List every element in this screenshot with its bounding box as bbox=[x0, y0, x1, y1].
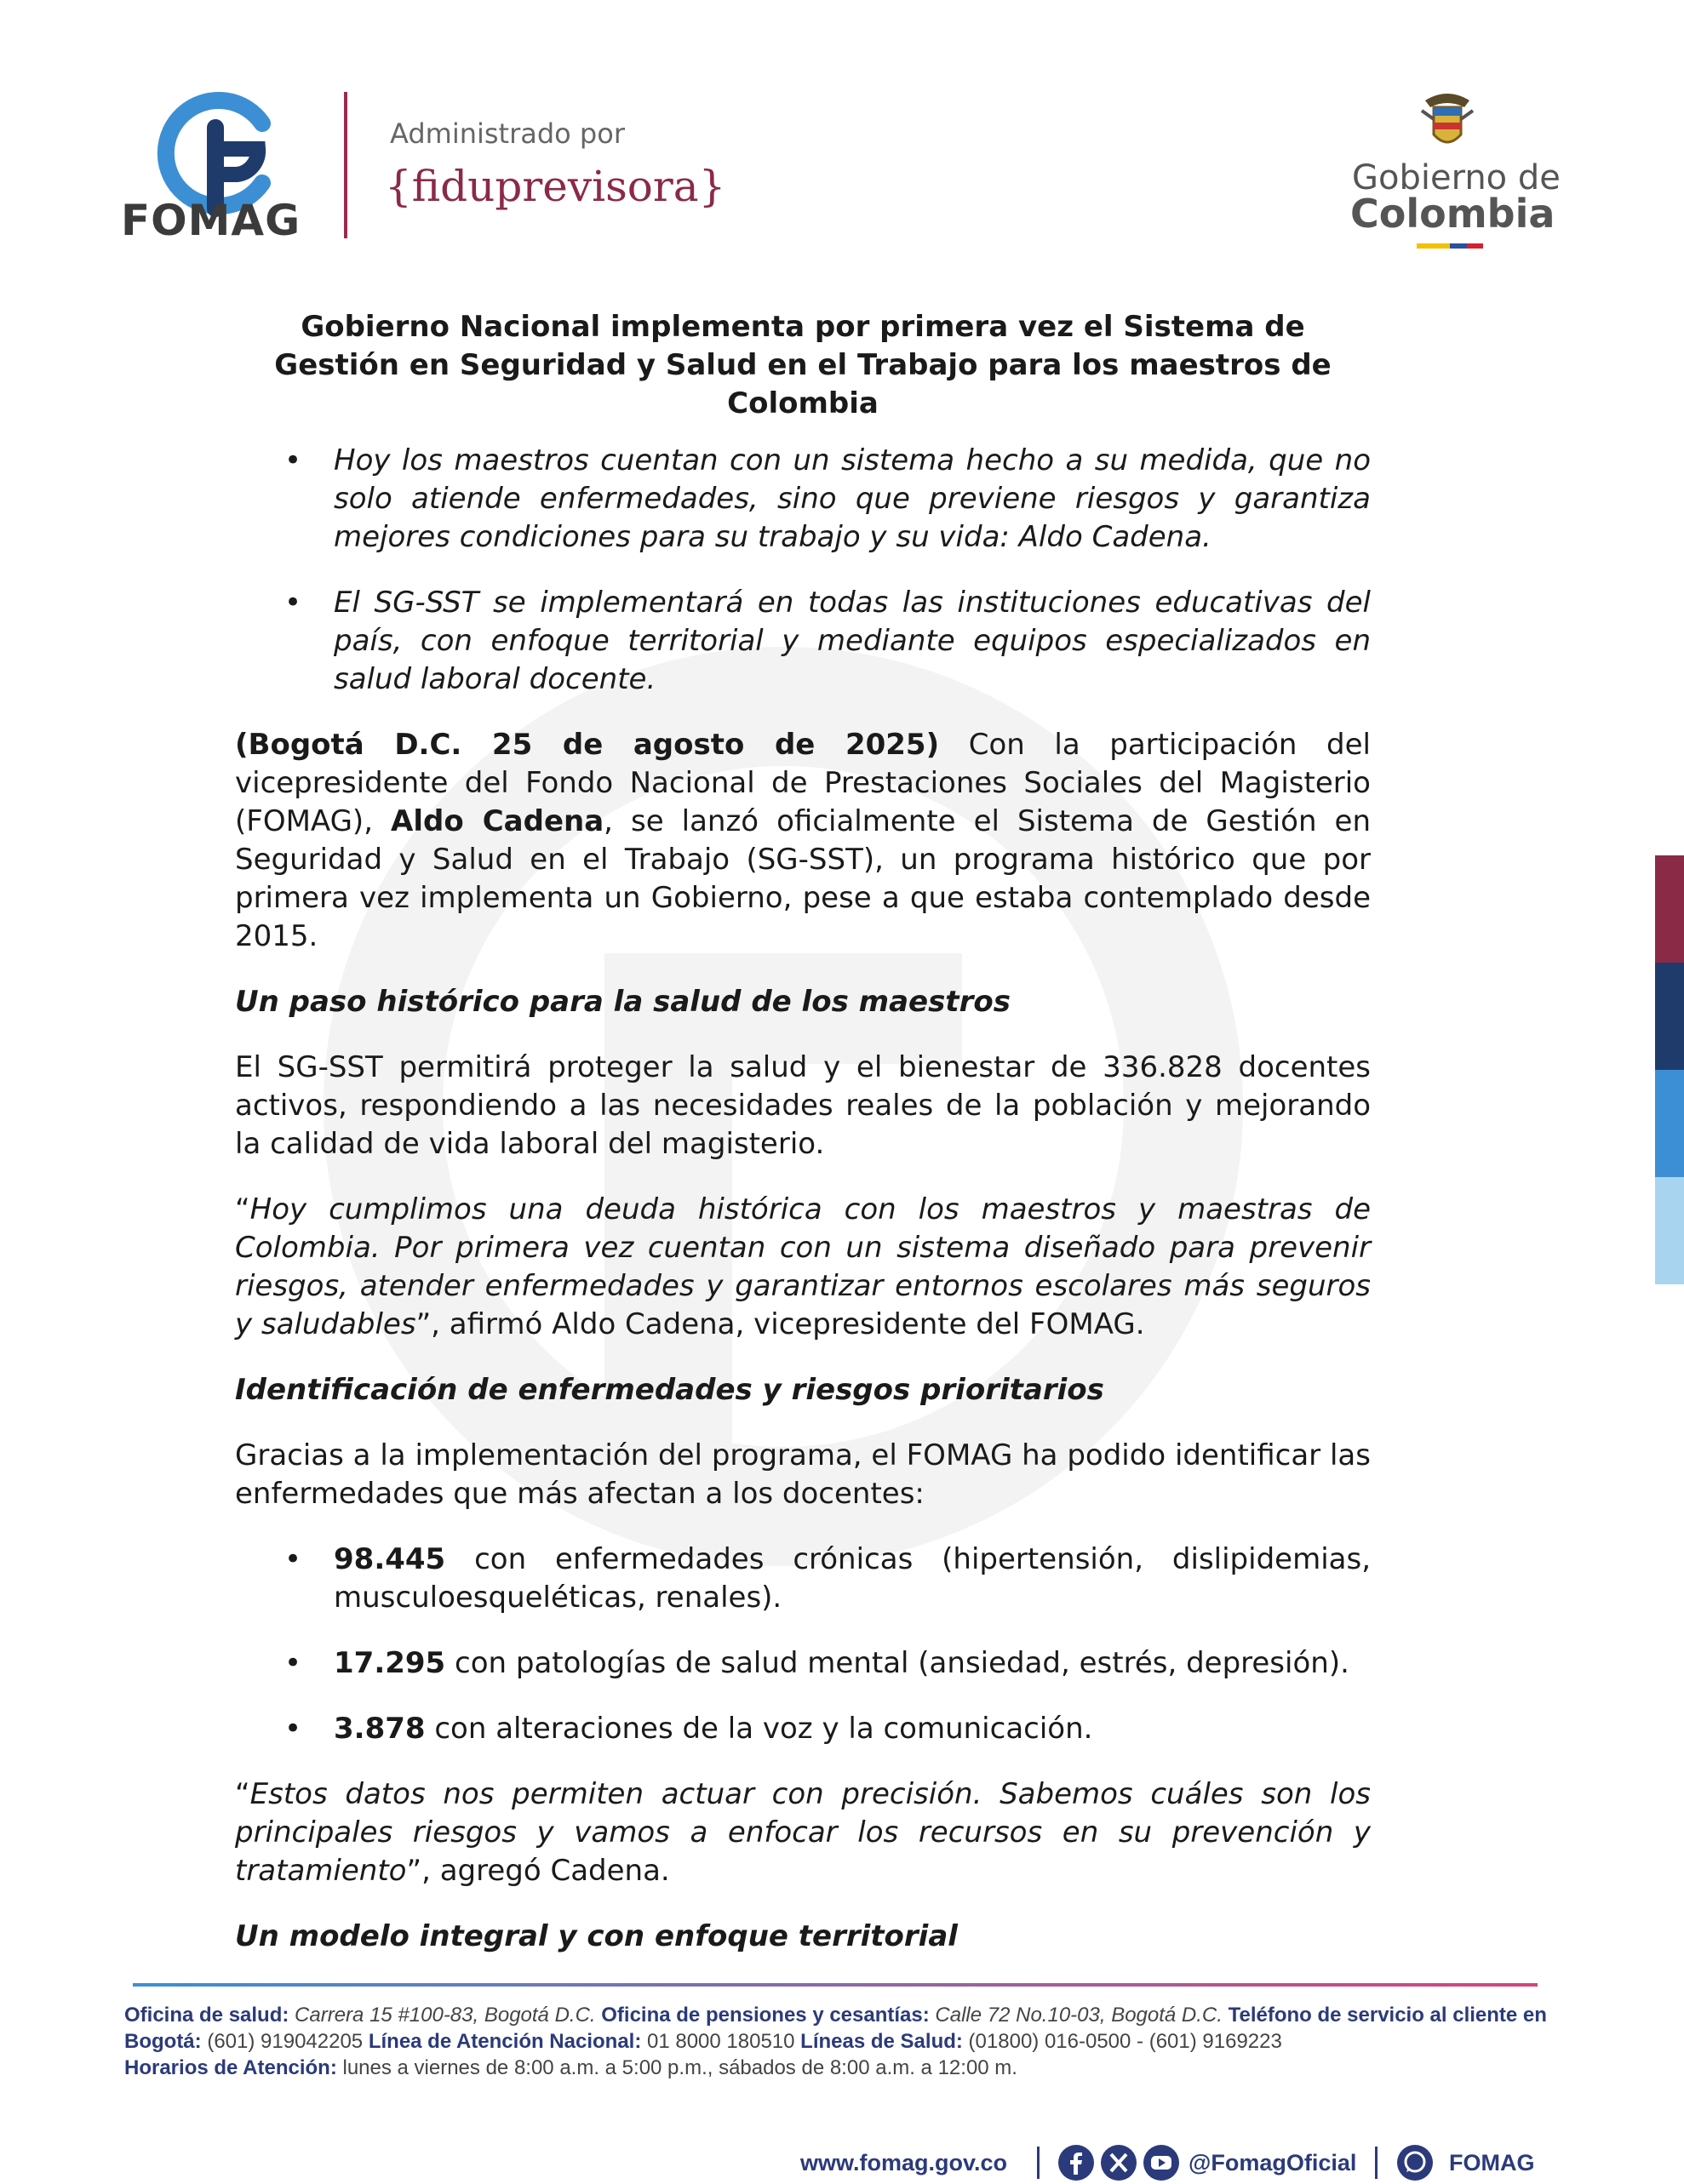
youtube-icon[interactable] bbox=[1143, 2144, 1180, 2181]
section-heading: Identificación de enfermedades y riesgos prioritarios bbox=[235, 1373, 1104, 1407]
footer-separator bbox=[1037, 2147, 1040, 2179]
letterhead bbox=[0, 0, 1684, 272]
stats-list bbox=[235, 1541, 1371, 1748]
footer-contact-info: Oficina de salud: Carrera 15 #100-83, Bogotá D.C. Oficina de pensiones y cesantías: Calle 72 No.10-03, Bogotá D.C. Teléfono de servicio al cliente en Bogotá: (601) 919042205 Línea de Atención Nacional: 01 8000 180510 Líneas de Salud: (01800) 016-0500 - (601) 9169223 Horarios de Atención: lunes a viernes de 8:00 a.m. a 5:00 p.m., sábados de 8:00 a.m. a 12:00 m. bbox=[124, 2004, 1547, 2079]
website-link[interactable]: www.fomag.gov.co bbox=[800, 2150, 1008, 2175]
bullet-icon: • bbox=[284, 1646, 302, 1680]
stat-item: • 17.295 con patologías de salud mental (ansiedad, estrés, depresión). bbox=[235, 1644, 1371, 1683]
lead-bullet: • El SG-SST se implementará en todas las instituciones educativas del país, con enfoque territorial y mediante equipos especializados en salud laboral docente. bbox=[284, 586, 1371, 696]
section-heading: Un modelo integral y con enfoque territorial bbox=[235, 1919, 958, 1953]
speaker-name: Aldo Cadena bbox=[391, 804, 604, 838]
side-bar-light-blue bbox=[1655, 1177, 1684, 1284]
bullet-icon: • bbox=[284, 1712, 302, 1746]
side-bar-wine bbox=[1655, 855, 1684, 963]
facebook-icon[interactable] bbox=[1057, 2144, 1095, 2181]
side-color-bars bbox=[1655, 855, 1684, 1284]
bullet-icon: • bbox=[284, 586, 302, 620]
x-icon[interactable] bbox=[1100, 2144, 1137, 2181]
stat-item: • 98.445 con enfermedades crónicas (hipertensión, dislipidemias, musculoesqueléticas, renales). bbox=[284, 1542, 1371, 1615]
section-heading: Un paso histórico para la salud de los maestros bbox=[235, 985, 1011, 1019]
side-bar-blue bbox=[1655, 1070, 1684, 1177]
lead-bullets bbox=[235, 442, 1371, 699]
fomag-wordmark: FOMAG bbox=[121, 196, 301, 245]
dateline: (Bogotá D.C. 25 de agosto de 2025) bbox=[235, 728, 940, 762]
colombia-crest-icon bbox=[1413, 85, 1481, 157]
section-paragraph: El SG-SST permitirá proteger la salud y el bienestar de 336.828 docentes activos, respondiendo a las necesidades reales de la población y mejorando la calidad de vida laboral del magisterio. bbox=[235, 1050, 1371, 1161]
side-bar-navy bbox=[1655, 963, 1684, 1070]
lead-bullet: • Hoy los maestros cuentan con un sistema hecho a su medida, que no solo atiende enfermedades, sino que previene riesgos y garantiza mejores condiciones para su trabajo y su vida: Aldo Cadena. bbox=[284, 443, 1371, 554]
quote-paragraph: “Hoy cumplimos una deuda histórica con los maestros y maestras de Colombia. Por primera vez cuentan con un sistema diseñado para prevenir riesgos, atender enfermedades y garantizar entornos escolares más seguros y saludables”, afirmó Aldo Cadena, vicepresidente del FOMAG. bbox=[235, 1192, 1371, 1341]
colombia-label: Colombia bbox=[1350, 191, 1555, 237]
whatsapp-label[interactable]: FOMAG bbox=[1449, 2150, 1535, 2175]
whatsapp-icon[interactable] bbox=[1396, 2144, 1434, 2181]
footer-separator bbox=[1375, 2147, 1378, 2179]
section-paragraph: Gracias a la implementación del programa, el FOMAG ha podido identificar las enfermedades que más afectan a los docentes: bbox=[235, 1438, 1371, 1511]
gobierno-de-label: Gobierno de bbox=[1352, 158, 1561, 197]
quote-paragraph: “Estos datos nos permiten actuar con precisión. Sabemos cuáles son los principales riesgos y vamos a enfocar los recursos en su prevención y tratamiento”, agregó Cadena. bbox=[235, 1777, 1371, 1888]
administered-by-label: Administrado por bbox=[390, 117, 625, 150]
colombia-flag-stripe bbox=[1417, 243, 1483, 249]
bullet-icon: • bbox=[284, 443, 302, 477]
press-release-body bbox=[235, 308, 1371, 1983]
bullet-icon: • bbox=[284, 1542, 302, 1576]
document-title: Gobierno Nacional implementa por primera vez el Sistema de Gestión en Seguridad y Salud en el Trabajo para los maestros de Colombia bbox=[274, 310, 1332, 420]
intro-paragraph: (Bogotá D.C. 25 de agosto de 2025) Con la participación del vicepresidente del Fondo Nacional de Prestaciones Sociales del Magisterio (FOMAG), Aldo Cadena, se lanzó oficialmente el Sistema de Gestión en Seguridad y Salud en el Trabajo (SG-SST), un programa histórico que por primera vez implementa un Gobierno, pese a que estaba contemplado desde 2015. bbox=[235, 728, 1371, 953]
fiduprevisora-logo: {fiduprevisora} bbox=[385, 162, 726, 211]
footer-gradient-line bbox=[133, 1983, 1538, 1987]
stat-item: • 3.878 con alteraciones de la voz y la comunicación. bbox=[235, 1710, 1371, 1748]
social-handle[interactable]: @FomagOficial bbox=[1189, 2150, 1357, 2175]
logo-divider bbox=[344, 92, 347, 238]
